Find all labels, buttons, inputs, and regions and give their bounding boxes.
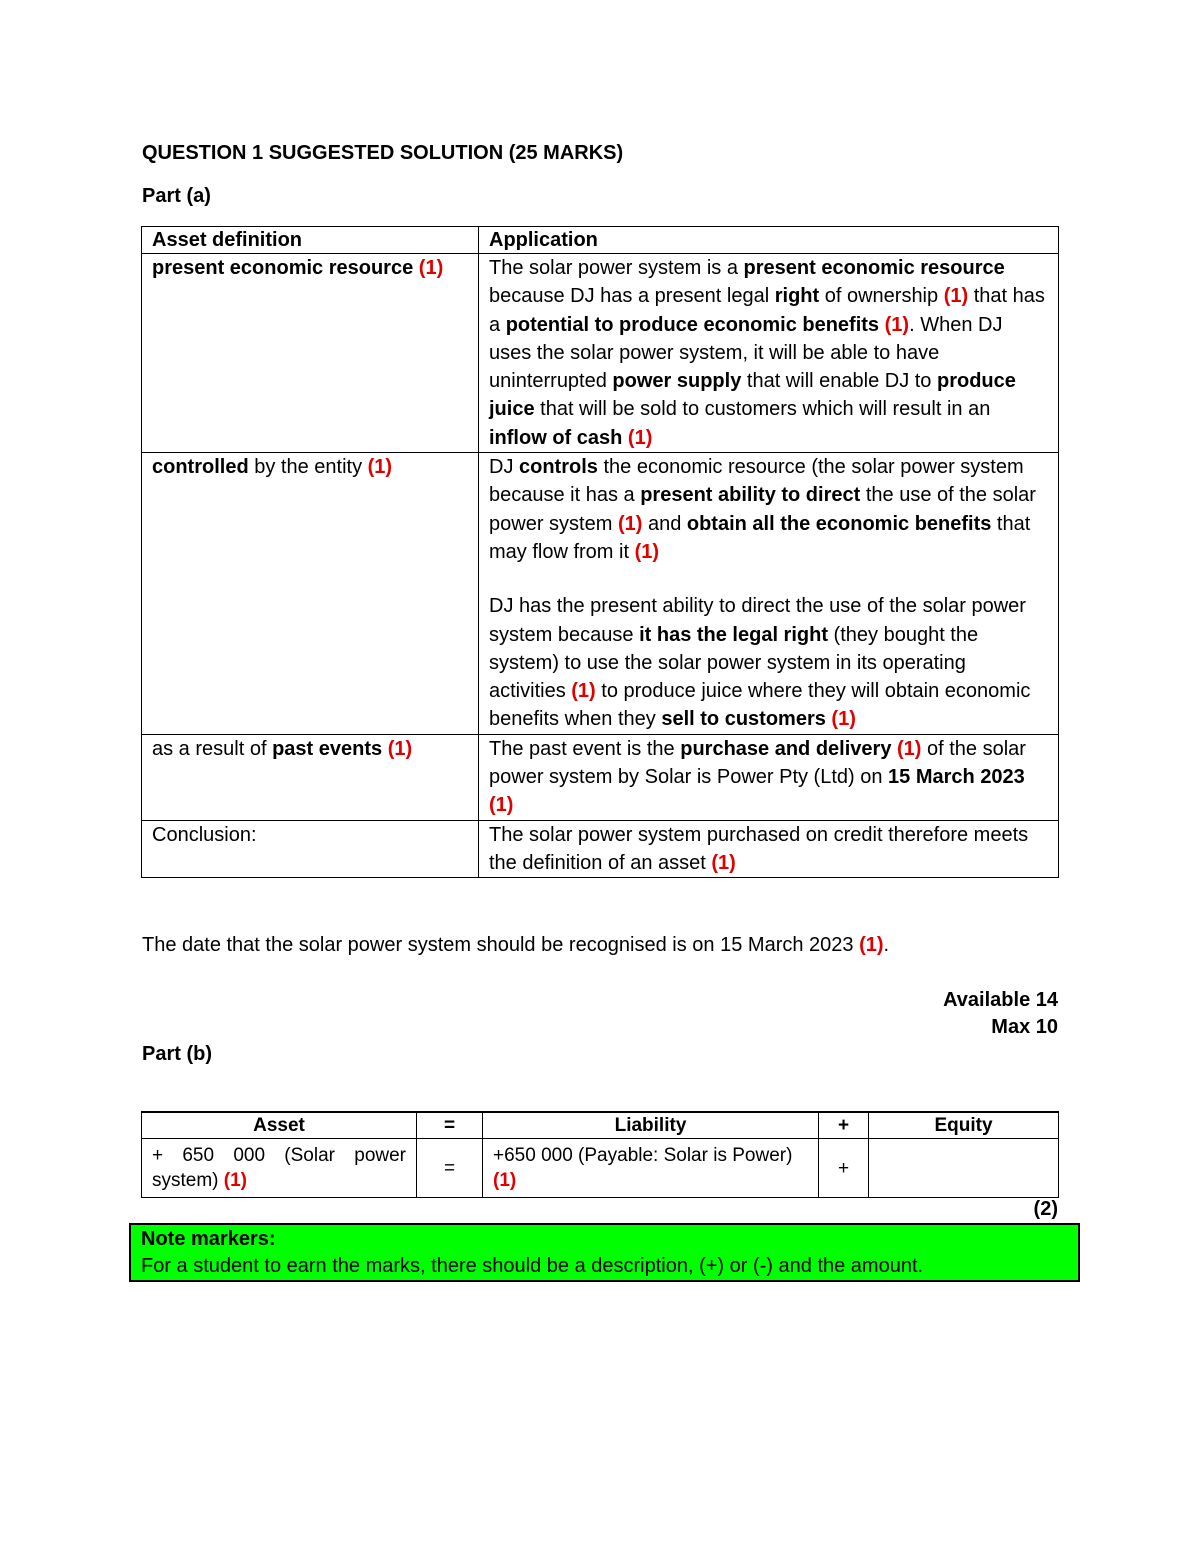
table-header-row xyxy=(142,227,1059,254)
header-equity: Equity xyxy=(869,1112,1059,1139)
definition-cell: Conclusion: xyxy=(142,820,479,878)
definition-cell: as a result of past events (1) xyxy=(142,734,479,820)
available-marks: Available 14 xyxy=(943,989,1058,1011)
part-b-total-marks: (2) xyxy=(1033,1198,1058,1220)
equation-row xyxy=(142,1139,1059,1198)
header-equals: = xyxy=(417,1112,483,1139)
equation-header-row xyxy=(142,1112,1059,1139)
header-plus: + xyxy=(819,1112,869,1139)
definition-cell: controlled by the entity (1) xyxy=(142,453,479,735)
header-asset: Asset xyxy=(142,1112,417,1139)
part-b-heading: Part (b) xyxy=(142,1043,212,1065)
note-heading: Note markers: xyxy=(141,1228,276,1250)
accounting-equation-table xyxy=(141,1111,1059,1198)
table-row xyxy=(142,820,1059,878)
application-cell: DJ controls the economic resource (the solar power system because it has a present ability to direct the use of the solar power system (1) and obtain all the economic benefits that may flow from it (1) DJ has the present ability to direct the use of the solar power system because it has the legal right (they bought the system) to use the solar power system in its operating activities (1) to produce juice where they will obtain economic benefits when they sell to customers (1) xyxy=(479,453,1059,735)
asset-entry: + 650 000 (Solar power system) (1) xyxy=(142,1139,417,1198)
note-text: For a student to earn the marks, there should be a description, (+) or (-) and the amount. xyxy=(141,1255,924,1277)
application-cell: The solar power system is a present economic resource because DJ has a present legal right of ownership (1) that has a potential to produce economic benefits (1). When DJ uses the solar power system, it will be able to have uninterrupted power supply that will enable DJ to produce juice that will be sold to customers which will result in an inflow of cash (1) xyxy=(479,254,1059,453)
equity-entry xyxy=(869,1139,1059,1198)
application-cell: The solar power system purchased on credit therefore meets the definition of an asset (1) xyxy=(479,820,1059,878)
page-title: QUESTION 1 SUGGESTED SOLUTION (25 MARKS) xyxy=(142,142,624,164)
table-row xyxy=(142,734,1059,820)
note-to-markers xyxy=(129,1223,1080,1282)
header-asset-definition: Asset definition xyxy=(142,227,479,254)
equals-sign: = xyxy=(417,1139,483,1198)
application-cell: The past event is the purchase and delivery (1) of the solar power system by Solar is Power Pty (Ltd) on 15 March 2023 (1) xyxy=(479,734,1059,820)
max-marks: Max 10 xyxy=(991,1016,1058,1038)
table-row xyxy=(142,453,1059,735)
table-row xyxy=(142,254,1059,453)
part-a-heading: Part (a) xyxy=(142,185,211,207)
liability-entry: +650 000 (Payable: Solar is Power) (1) xyxy=(483,1139,819,1198)
plus-sign: + xyxy=(819,1139,869,1198)
definition-cell: present economic resource (1) xyxy=(142,254,479,453)
header-liability: Liability xyxy=(483,1112,819,1139)
recognition-date-text: The date that the solar power system should be recognised is on 15 March 2023 (1). xyxy=(142,934,890,956)
header-application: Application xyxy=(479,227,1059,254)
asset-definition-table xyxy=(141,226,1059,878)
